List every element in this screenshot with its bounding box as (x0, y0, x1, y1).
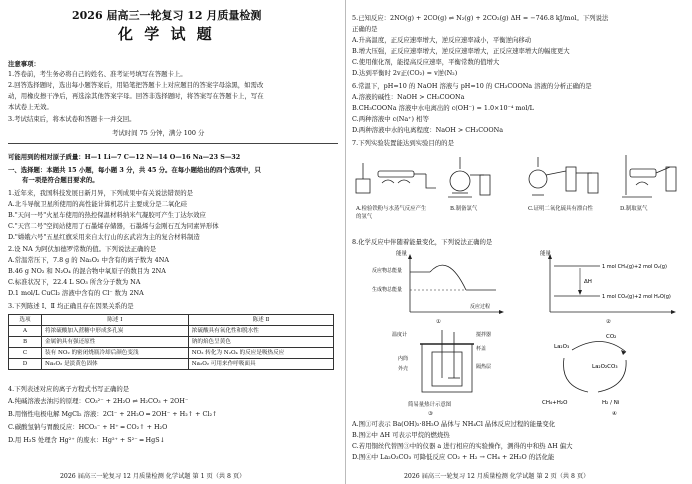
table-header-row (9, 315, 334, 326)
q4-stem: 4.下列表述对应的离子方程式书写正确的是 (8, 385, 130, 393)
section-heading: 一、选择题：本题共 15 小题，每小题 3 分，共 45 分。在每小题给出的四个选项中，只 (8, 166, 261, 174)
q1-option-a: A.北斗导航卫星所使用的高性能计算机芯片主要成分是二氧化硅 (8, 200, 188, 208)
table-cell: 钠的焰色呈黄色 (188, 337, 333, 348)
catalytic-cycle-diagram (532, 330, 662, 410)
atomic-masses: 可能用到的相对原子质量：H—1 Li—7 C—12 N—14 O—16 Na—23 S—32 (8, 153, 241, 161)
energy-diagram-2 (540, 250, 680, 318)
table-header: 陈述 Ⅱ (188, 315, 333, 326)
q7-stem: 7.下列实验装置能达到实验目的的是 (352, 139, 454, 147)
q6-option-b: B.CH₃COONa 溶液中水电离出的 c(OH⁻) = 1.0×10⁻⁴ mol/L (352, 104, 534, 112)
q7-option-b: B.制备氯气 (450, 206, 478, 212)
q4-option-b: B.用惰性电极电解 MgCl₂ 溶液：2Cl⁻ + 2H₂O ═ 2OH⁻ + H₂↑ + Cl₂↑ (8, 410, 218, 418)
note-line: 1.答卷前，考生务必将自己的姓名、准考证号填写在答题卡上。 (8, 70, 187, 78)
notes-heading: 注意事项： (8, 60, 40, 68)
label-lid: 杯盖 (476, 346, 487, 352)
q7-option-c: C.证明二氧化硫具有漂白性 (528, 206, 593, 212)
table-cell: B (9, 337, 42, 348)
q1-option-b: B."天问一号"火星车使用的热控保温材料纳米气凝胶可产生丁达尔效应 (8, 211, 206, 219)
q8-option-c: C.若用铜丝代替图③中的仪器 a 进行相应的实验操作，测得的中和热 ΔH 偏大 (352, 442, 573, 450)
label-thermometer: 温度计 (392, 332, 408, 338)
page-footer: 2026 届高三一轮复习 12 月质量检测 化学试题 第 2 页（共 8 页） (404, 473, 590, 480)
q1-option-d: D."嫦娥六号"五星红旗采用来自太行山的玄武岩为主的复合材料制造 (8, 233, 200, 241)
q4-option-c: C.碳酸氢钠与胃酸反应：HCO₃⁻ + H⁺ ═ CO₂↑ + H₂O (8, 423, 168, 431)
table-header: 选项 (9, 315, 42, 326)
calorimeter-diagram (392, 328, 502, 400)
label-products: 生成物总能量 (372, 287, 403, 293)
table-cell: A (9, 326, 42, 337)
table-cell: 装有 NO₂ 的密闭烧瓶冷却后颜色变浅 (42, 348, 189, 359)
figure-1-label: ① (436, 319, 441, 325)
apparatus-d (622, 155, 676, 197)
table-cell: Na₂O₂ 是淡黄色固体 (42, 359, 189, 370)
label-dh: ΔH (584, 279, 592, 285)
divider-line (8, 143, 338, 144)
table-cell: NO₂ 转化为 N₂O₄ 的反应是吸热反应 (188, 348, 333, 359)
q2-option-d: D.1 mol/L CuCl₂ 溶液中含有的 Cl⁻ 数为 2NA (8, 289, 144, 297)
page-1 (8, 0, 340, 484)
q7-option-a: A.检验铁粉与水蒸气反应产生的氢气 (356, 206, 427, 220)
label-stirrer: 搅拌器 (476, 332, 492, 338)
label-insulation: 隔热层 (476, 364, 492, 370)
svg-text:H₂ / Ni: H₂ / Ni (602, 400, 620, 406)
q6-stem: 6.常温下，pH=10 的 NaOH 溶液与 pH=10 的 CH₃COONa 溶液的分析正确的是 (352, 82, 592, 90)
page-footer: 2026 届高三一轮复习 12 月质量检测 化学试题 第 1 页（共 8 页） (60, 473, 246, 480)
q8-option-d: D.图④中 La₂O₃CO₃ 可降低反应 CO₂ + H₂ → CH₄ + 2H₂O 的活化能 (352, 453, 555, 461)
table-header: 陈述 Ⅰ (42, 315, 189, 326)
svg-text:La₂O₃: La₂O₃ (554, 344, 570, 350)
svg-text:CH₄+H₂O: CH₄+H₂O (542, 400, 568, 406)
svg-text:La₂O₂CO₃: La₂O₂CO₃ (592, 364, 618, 370)
table-cell: C (9, 348, 42, 359)
label-co2: 1 mol CO₂(g)+2 mol H₂O(g) (602, 294, 671, 300)
table-cell: 将浓硫酸加入蔗糖中形成多孔炭 (42, 326, 189, 337)
table-row (9, 326, 334, 337)
note-line: 本试卷上无效。 (8, 103, 53, 111)
label-ch4: 1 mol CH₄(g)+2 mol O₂(g) (602, 264, 667, 270)
axis-label-energy: 能量 (540, 251, 552, 257)
apparatus-c (529, 157, 598, 195)
q5-option-a: A.升高温度，正反应速率增大，逆反应速率减小，平衡逆向移动 (352, 36, 532, 44)
note-line: 3.考试结束后，将本试卷和答题卡一并交回。 (8, 115, 136, 123)
apparatus-b (448, 157, 490, 197)
q8-stem: 8.化学反应中伴随着能量变化，下列说法正确的是 (352, 238, 493, 246)
q3-table (8, 314, 334, 370)
q5-stem-cont: 正确的是 (352, 25, 378, 33)
table-cell: 浓硫酸具有氧化性和脱水性 (188, 326, 333, 337)
figure-4-label: ④ (612, 411, 617, 417)
q5-stem: 5.已知反应：2NO(g) + 2CO(g) ⇌ N₂(g) + 2CO₂(g) ΔH = −746.8 kJ/mol。下列说法 (352, 14, 609, 22)
table-row (9, 348, 334, 359)
axis-label-energy: 能量 (396, 251, 408, 257)
q8-option-a: A.图①可表示 Ba(OH)₂·8H₂O 晶体与 NH₄Cl 晶体反应过程的能量变化 (352, 420, 556, 428)
note-line: 动，用橡皮擦干净后，再选涂其他答案字母。回答非选择题时，将答案写在答题卡上，写在 (8, 92, 264, 100)
q4-option-a: A.纯碱溶液去油污的原理：CO₃²⁻ + 2H₂O ⇌ H₂CO₃ + 2OH⁻ (8, 397, 189, 405)
label-reactants: 反应物总能量 (372, 268, 403, 274)
exam-time: 考试时间 75 分钟，满分 100 分 (112, 129, 205, 137)
figure-3-label: ③ (428, 411, 433, 417)
note-line: 2.回答选择题时，选出每小题答案后，用铅笔把答题卡上对应题目的答案字母涂黑，如需改 (8, 81, 264, 89)
table-cell: 金属钠具有强还原性 (42, 337, 189, 348)
q6-option-c: C.两种溶液中 c(Na⁺) 相等 (352, 115, 429, 123)
table-cell: Na₂O₂ 可用来作呼吸面具 (188, 359, 333, 370)
q4-option-d: D.用 H₂S 处理含 Hg²⁺ 的废水：Hg²⁺ + S²⁻ ═ HgS↓ (8, 436, 165, 444)
exam-title: 2026 届高三一轮复习 12 月质量检测 (72, 9, 262, 22)
q2-option-c: C.标准状况下，22.4 L SO₃ 所含分子数为 NA (8, 278, 141, 286)
q3-stem: 3.下列陈述 Ⅰ、Ⅱ 均正确且存在因果关系的是 (8, 302, 134, 310)
q2-option-a: A.常温常压下，7.8 g 的 Na₂O₂ 中含有的离子数为 4NA (8, 256, 169, 264)
q5-option-b: B.增大压强，正反应速率增大，逆反应速率增大，正反应速率增大的幅度更大 (352, 47, 570, 55)
table-cell: D (9, 359, 42, 370)
q6-option-d: D.两种溶液中水的电离程度：NaOH > CH₃COONa (352, 126, 504, 134)
q2-option-b: B.46 g NO₂ 和 N₂O₄ 的混合物中氧原子的数目为 2NA (8, 267, 166, 275)
page-2 (352, 0, 684, 484)
label-inner: 内筒 (398, 356, 409, 362)
q1-option-c: C."天宫二号"空间站使用了石墨烯存储器，石墨烯与金刚石互为同素异形体 (8, 222, 219, 230)
subject-title: 化 学 试 题 (118, 25, 215, 43)
q6-option-a: A.溶液的碱性：NaOH > CH₃COONa (352, 93, 465, 101)
label-outer: 外壳 (398, 366, 409, 372)
q5-option-d: D.达到平衡时 2v正(CO₂) = v逆(N₂) (352, 69, 458, 77)
q1-stem: 1.近年来，我国科技发展日新月异，下列成果中有关说法错误的是 (8, 189, 194, 197)
axis-label-progress: 反应过程 (470, 304, 491, 310)
figure-2-label: ② (606, 319, 611, 325)
apparatus-a (356, 163, 436, 193)
q8-option-b: B.图②中 ΔH 可表示甲烷的燃烧热 (352, 431, 450, 439)
q7-option-d: D.制取氨气 (620, 206, 648, 212)
svg-text:CO₂: CO₂ (606, 334, 617, 340)
calorimeter-caption: 简易量热计示意图 (408, 402, 452, 408)
section-heading-cont: 有一项是符合题目要求的。 (22, 176, 99, 184)
q2-stem: 2.设 NA 为阿伏加德罗常数的值。下列说法正确的是 (8, 245, 157, 253)
q5-option-c: C.使用催化剂，能提高反应速率，平衡常数的值增大 (352, 58, 500, 66)
q7-apparatus-figures (352, 151, 684, 203)
page-divider (345, 0, 346, 484)
table-row (9, 337, 334, 348)
energy-diagram-1 (372, 250, 512, 318)
table-row (9, 359, 334, 370)
